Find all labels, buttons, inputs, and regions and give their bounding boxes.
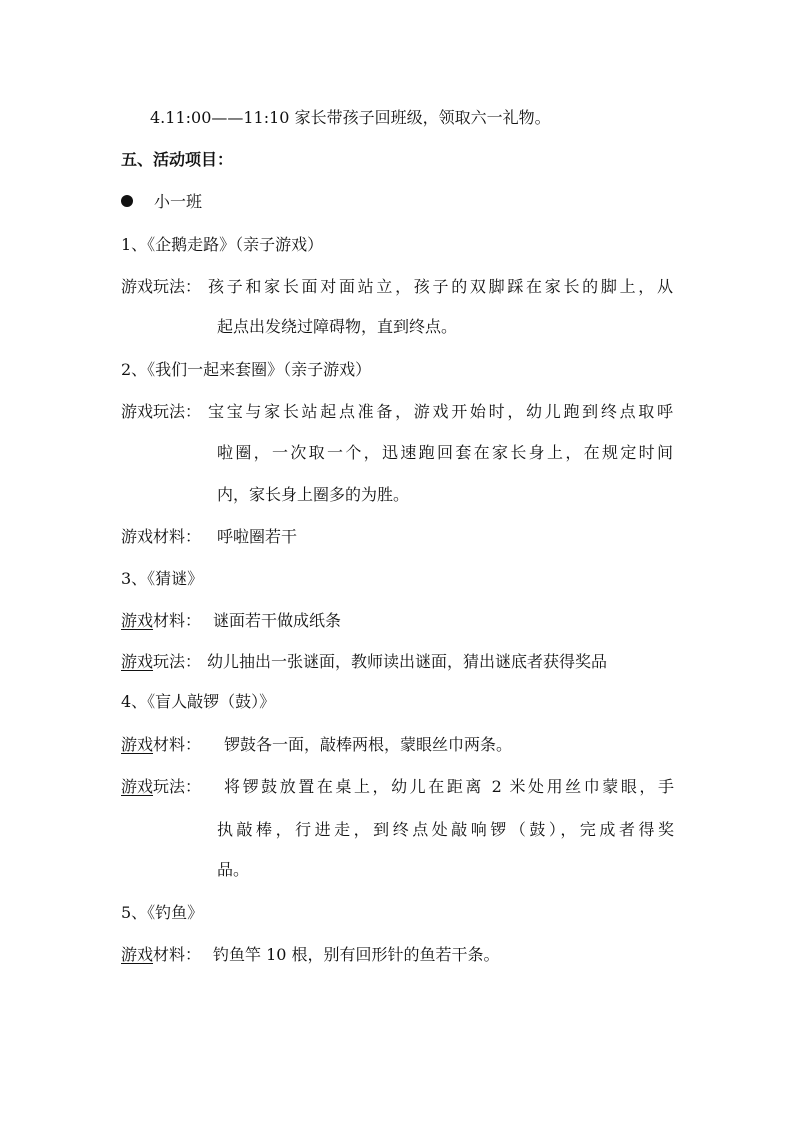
game-3-play-label-rest: 玩法： bbox=[153, 652, 202, 671]
game-2-title: 2、《我们一起来套圈》（亲子游戏） bbox=[121, 360, 372, 379]
game-5-material-text: 钓鱼竿 10 根，别有回形针的鱼若干条。 bbox=[213, 945, 500, 964]
game-2-play-label: 游戏玩法： bbox=[121, 402, 202, 421]
schedule-item-4: 4.11:00——11:10 家长带孩子回班级，领取六一礼物。 bbox=[150, 108, 551, 127]
game-4-play-line-2: 执敲棒，行进走，到终点处敲响锣（鼓），完成者得奖 bbox=[217, 820, 674, 839]
section-heading: 五、活动项目： bbox=[121, 150, 234, 169]
game-4-material-label bbox=[121, 735, 201, 755]
game-3-material-label-underlined: 游戏 bbox=[121, 611, 154, 630]
game-5-material-label-underlined: 游戏 bbox=[121, 945, 154, 964]
game-4-play-line-3: 品。 bbox=[217, 860, 250, 879]
game-2-play-line-1: 宝宝与家长站起点准备，游戏开始时，幼儿跑到终点取呼 bbox=[208, 402, 673, 421]
game-3-play-label-underlined: 游戏 bbox=[121, 652, 154, 671]
game-3-material-label bbox=[121, 611, 201, 631]
game-2-material-text: 呼啦圈若干 bbox=[217, 527, 298, 546]
game-5-material-label-rest: 材料： bbox=[153, 945, 202, 964]
game-5-title: 5、《钓鱼》 bbox=[121, 903, 204, 922]
game-1-play-line-2: 起点出发绕过障碍物，直到终点。 bbox=[217, 317, 458, 336]
game-3-title: 3、《猜谜》 bbox=[121, 569, 204, 588]
game-3-play-label bbox=[121, 652, 201, 672]
game-1-play-line-1: 孩子和家长面对面站立，孩子的双脚踩在家长的脚上，从 bbox=[208, 277, 673, 296]
class-label: 小一班 bbox=[154, 192, 203, 211]
game-3-play-text: 幼儿抽出一张谜面，教师读出谜面，猜出谜底者获得奖品 bbox=[207, 652, 608, 671]
game-4-play-label bbox=[121, 777, 201, 797]
game-2-material-label: 游戏材料： bbox=[121, 527, 202, 546]
game-1-title: 1、《企鹅走路》（亲子游戏） bbox=[121, 235, 324, 254]
game-2-play-line-2: 啦圈，一次取一个，迅速跑回套在家长身上，在规定时间 bbox=[217, 443, 673, 462]
game-1-play-label: 游戏玩法： bbox=[121, 277, 202, 296]
game-2-play-line-3: 内，家长身上圈多的为胜。 bbox=[217, 485, 410, 504]
game-4-material-label-underlined: 游戏 bbox=[121, 735, 154, 754]
bullet-icon bbox=[121, 195, 133, 207]
game-4-material-label-rest: 材料： bbox=[153, 735, 202, 754]
game-3-material-text: 谜面若干做成纸条 bbox=[213, 611, 342, 630]
game-4-material-text: 锣鼓各一面，敲棒两根，蒙眼丝巾两条。 bbox=[224, 735, 513, 754]
game-4-play-label-rest: 玩法： bbox=[153, 777, 202, 796]
game-4-play-label-underlined: 游戏 bbox=[121, 777, 154, 796]
game-3-material-label-rest: 材料： bbox=[153, 611, 202, 630]
game-4-title: 4、《盲人敲锣（鼓）》 bbox=[121, 692, 276, 711]
game-5-material-label bbox=[121, 945, 201, 965]
game-4-play-line-1: 将锣鼓放置在桌上，幼儿在距离 2 米处用丝巾蒙眼，手 bbox=[224, 777, 674, 796]
